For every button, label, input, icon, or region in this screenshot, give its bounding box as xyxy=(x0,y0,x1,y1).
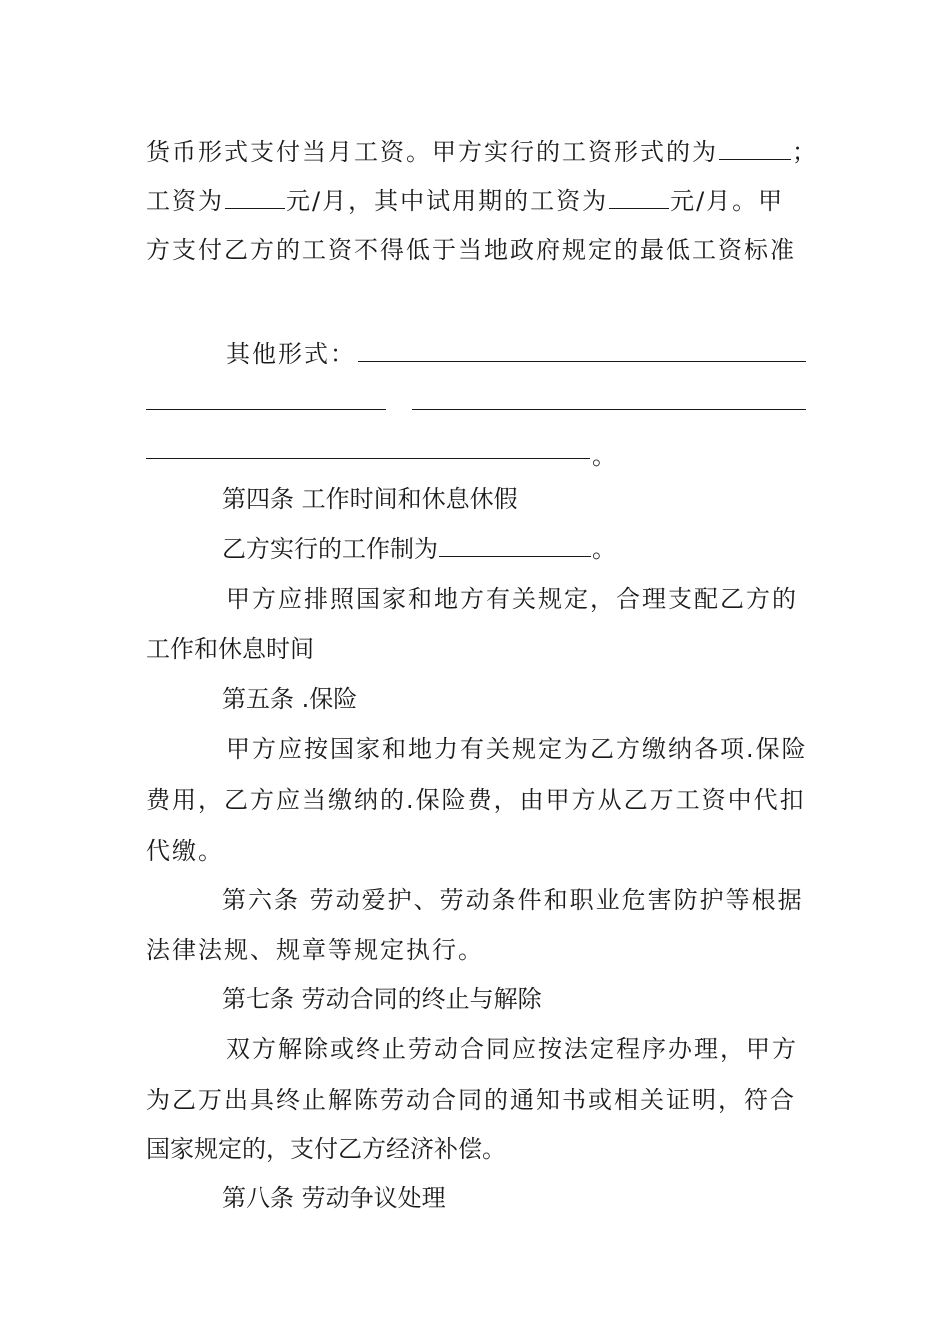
text-segment: 货币形式支付当月工资。甲方实行的工资形式的为 xyxy=(146,138,718,166)
termination-line-3 xyxy=(146,1131,506,1167)
wage-amount-line xyxy=(146,183,784,219)
heading-text: 第五条 .保险 xyxy=(222,685,358,713)
termination-line-1 xyxy=(226,1031,798,1067)
wage-form-line xyxy=(146,134,818,170)
text-segment: 法律法规、规章等规定执行。 xyxy=(146,936,484,964)
wage-amount-blank xyxy=(225,186,285,209)
text-segment: 元/月，其中试用期的工资为 xyxy=(286,187,609,215)
heading-text: 第八条 劳动争议处理 xyxy=(222,1184,446,1212)
article-6-line-2 xyxy=(146,932,484,968)
min-wage-line xyxy=(146,232,796,268)
text-segment: 甲方应排照国家和地方有关规定，合理支配乙方的 xyxy=(226,585,798,613)
text-segment: 工资为 xyxy=(146,187,224,215)
text-segment: 工作和休息时间 xyxy=(146,635,314,663)
rest-time-line-2 xyxy=(146,631,314,667)
probation-wage-blank xyxy=(609,186,669,209)
text-segment: 方支付乙方的工资不得低于当地政府规定的最低工资标准 xyxy=(146,236,796,264)
article-7-title xyxy=(222,981,542,1017)
text-segment: 双方解除或终止劳动合同应按法定程序办理，甲方 xyxy=(226,1035,798,1063)
other-forms-blank-4 xyxy=(146,458,590,459)
insurance-line-2 xyxy=(146,782,806,818)
article-8-title xyxy=(222,1180,446,1216)
heading-text: 第四条 工作时间和休息休假 xyxy=(222,485,518,513)
other-forms-blank-1 xyxy=(358,361,806,362)
other-forms-blank-2 xyxy=(146,409,386,410)
other-forms-label: 其他形式： xyxy=(226,340,356,368)
termination-line-2 xyxy=(146,1082,796,1118)
other-forms-label-line xyxy=(226,336,356,372)
text-segment: 第六条 劳动爱护、劳动条件和职业危害防护等根据 xyxy=(222,886,804,914)
text-segment: 甲方应按国家和地力有关规定为乙方缴纳各项.保险 xyxy=(226,735,808,763)
article-6-line-1 xyxy=(222,882,804,918)
wage-form-blank xyxy=(719,137,791,160)
article-5-title xyxy=(222,681,357,717)
text-segment: 国家规定的，支付乙方经济补偿。 xyxy=(146,1135,506,1163)
work-system-blank xyxy=(439,534,591,557)
article-4-title xyxy=(222,481,518,517)
text-segment: 。 xyxy=(592,442,618,470)
text-segment: 。 xyxy=(592,535,616,563)
other-forms-blank-3 xyxy=(412,409,806,410)
text-segment: ； xyxy=(792,138,818,166)
text-segment: 费用，乙方应当缴纳的.保险费，由甲方从乙万工资中代扣 xyxy=(146,786,806,814)
text-segment: 元/月。甲 xyxy=(670,187,785,215)
text-segment: 为乙万出具终止解陈劳动合同的通知书或相关证明，符合 xyxy=(146,1086,796,1114)
heading-text: 第七条 劳动合同的终止与解除 xyxy=(222,985,542,1013)
work-system-line xyxy=(222,531,616,567)
rest-time-line-1 xyxy=(226,581,798,617)
text-segment: 代缴。 xyxy=(146,837,224,865)
insurance-line-3 xyxy=(146,833,224,869)
other-forms-end-line xyxy=(592,438,618,474)
text-segment: 乙方实行的工作制为 xyxy=(222,535,438,563)
insurance-line-1 xyxy=(226,731,808,767)
